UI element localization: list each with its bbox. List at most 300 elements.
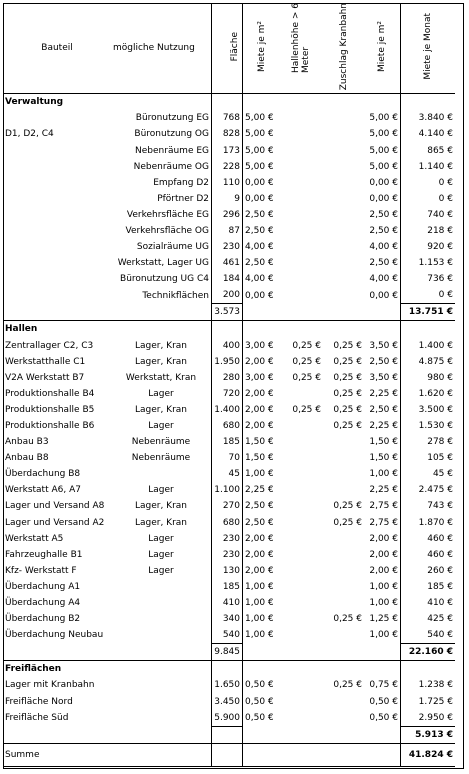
- cell-miete-qm2: 2,00 €: [364, 563, 401, 579]
- cell-hallenhoehe: [280, 126, 323, 142]
- cell-nutzung: [111, 595, 212, 611]
- empty-cell: [111, 743, 212, 766]
- table-row: [3, 611, 455, 627]
- cell-miete-monat: 3.500 €: [418, 404, 453, 415]
- table-row: [3, 386, 455, 402]
- table-row: [3, 434, 455, 450]
- table-row: [3, 175, 455, 191]
- cell-kranbahn: [323, 547, 364, 563]
- cell-miete-qm2: 2,50 €: [364, 255, 401, 271]
- cell-nutzung: [111, 579, 212, 595]
- cell-flaeche: 340: [212, 611, 243, 627]
- cell-miete-qm: 1,00 €: [245, 469, 274, 480]
- table-row: [3, 110, 455, 126]
- cell-miete-monat: 0 €: [438, 290, 453, 301]
- cell-nutzung: Werkstatt, Kran: [111, 370, 212, 386]
- cell-miete-qm: 0,00 €: [245, 193, 274, 204]
- table-row: [3, 207, 455, 223]
- empty-cell: [364, 94, 401, 111]
- cell-nutzung: Büronutzung OG: [111, 126, 212, 142]
- cell-nutzung: Lager: [111, 547, 212, 563]
- table-row: [3, 287, 455, 304]
- table-row: [3, 579, 455, 595]
- cell-miete-qm2: 5,00 €: [364, 110, 401, 126]
- cell-bauteil: [3, 207, 111, 223]
- section-header-row: [3, 661, 455, 678]
- cell-miete-qm2: 2,25 €: [364, 482, 401, 498]
- cell-hallenhoehe: [280, 531, 323, 547]
- table-row: [3, 515, 455, 531]
- cell-flaeche: 280: [212, 370, 243, 386]
- table-row: [3, 255, 455, 271]
- cell-hallenhoehe: [280, 595, 323, 611]
- cell-hallenhoehe: [280, 142, 323, 158]
- cell-miete-monat: 740 €: [427, 209, 453, 220]
- empty-cell: [364, 321, 401, 338]
- cell-flaeche: 184: [212, 271, 243, 287]
- sum-miete-monat: 13.751 €: [401, 304, 456, 321]
- cell-bauteil: [3, 191, 111, 207]
- cell-nutzung: Lager, Kran: [111, 498, 212, 514]
- cell-nutzung: Büronutzung UG C4: [111, 271, 212, 287]
- section-header-row: [3, 94, 455, 111]
- cell-kranbahn: [323, 563, 364, 579]
- cell-kranbahn: 0,25 €: [333, 501, 362, 512]
- cell-miete-monat: 865 €: [427, 145, 453, 156]
- cell-miete-qm2: 1,00 €: [364, 466, 401, 482]
- cell-miete-qm: 2,50 €: [245, 501, 274, 512]
- table-row: [3, 466, 455, 482]
- cell-bauteil: Überdachung A4: [5, 598, 81, 609]
- cell-kranbahn: 0,25 €: [333, 340, 362, 351]
- empty-cell: [243, 644, 281, 661]
- cell-miete-qm: 0,50 €: [245, 696, 274, 707]
- cell-hallenhoehe: [280, 611, 323, 627]
- cell-kranbahn: [323, 579, 364, 595]
- cell-flaeche: 87: [212, 223, 243, 239]
- cell-hallenhoehe: [280, 207, 323, 223]
- section-title: Verwaltung: [3, 94, 111, 111]
- cell-bauteil: Überdachung B2: [5, 614, 81, 625]
- cell-bauteil: Freifläche Nord: [5, 696, 73, 707]
- cell-bauteil: V2A Werkstatt B7: [5, 372, 85, 383]
- cell-hallenhoehe: [280, 498, 323, 514]
- header-monat-cell: [401, 3, 456, 94]
- cell-miete-qm: 2,50 €: [245, 517, 274, 528]
- table-row: [3, 337, 455, 353]
- cell-nutzung: Nebenräume: [111, 434, 212, 450]
- cell-kranbahn: 0,25 €: [333, 517, 362, 528]
- cell-miete-qm: 2,50 €: [245, 209, 274, 220]
- cell-miete-qm2: 0,75 €: [364, 677, 401, 693]
- header-bauteil: Bauteil: [3, 3, 111, 94]
- sum-flaeche: 9.845: [212, 644, 243, 661]
- table-row: [3, 547, 455, 563]
- cell-flaeche: 110: [212, 175, 243, 191]
- table-row: [3, 354, 455, 370]
- cell-kranbahn: [323, 434, 364, 450]
- cell-miete-qm: 5,00 €: [245, 113, 274, 124]
- cell-nutzung: Empfang D2: [111, 175, 212, 191]
- header-row: [3, 3, 455, 94]
- cell-flaeche: 185: [212, 579, 243, 595]
- cell-miete-monat: 1.140 €: [418, 161, 453, 172]
- cell-miete-qm2: 2,00 €: [364, 547, 401, 563]
- table-row: [3, 142, 455, 158]
- cell-miete-monat: 218 €: [427, 225, 453, 236]
- cell-kranbahn: [323, 450, 364, 466]
- cell-hallenhoehe: 0,25 €: [292, 340, 321, 351]
- cell-hallenhoehe: [280, 710, 323, 727]
- header-flaeche-cell: [212, 3, 243, 94]
- cell-miete-monat: 460 €: [427, 533, 453, 544]
- cell-miete-qm2: 2,50 €: [364, 354, 401, 370]
- cell-kranbahn: 0,25 €: [333, 404, 362, 415]
- cell-miete-qm: 4,00 €: [245, 242, 274, 253]
- empty-cell: [323, 304, 364, 321]
- cell-flaeche: 270: [212, 498, 243, 514]
- cell-kranbahn: [323, 255, 364, 271]
- cell-miete-monat: 425 €: [427, 614, 453, 625]
- cell-nutzung: Büronutzung EG: [111, 110, 212, 126]
- table-row: [3, 482, 455, 498]
- empty-cell: [280, 661, 323, 678]
- cell-flaeche: 173: [212, 142, 243, 158]
- cell-miete-monat: 105 €: [427, 453, 453, 464]
- cell-miete-qm: 2,00 €: [245, 565, 274, 576]
- table-row: [3, 677, 455, 693]
- cell-hallenhoehe: [280, 579, 323, 595]
- header-flaeche: Fläche: [230, 31, 240, 62]
- table-row: [3, 159, 455, 175]
- cell-hallenhoehe: [280, 223, 323, 239]
- cell-flaeche: 45: [212, 466, 243, 482]
- cell-nutzung: Nebenräume OG: [111, 159, 212, 175]
- cell-miete-qm2: 5,00 €: [364, 159, 401, 175]
- cell-bauteil: [3, 159, 111, 175]
- cell-flaeche: 230: [212, 531, 243, 547]
- empty-cell: [280, 304, 323, 321]
- cell-miete-qm2: 1,00 €: [364, 627, 401, 644]
- cell-miete-monat: 185 €: [427, 581, 453, 592]
- table-row: [3, 531, 455, 547]
- cell-miete-monat: 1.238 €: [418, 680, 453, 691]
- cell-bauteil: Werkstatt A6, A7: [5, 485, 81, 496]
- cell-hallenhoehe: [280, 287, 323, 304]
- cell-miete-qm: 0,00 €: [245, 177, 274, 188]
- empty-cell: [111, 644, 212, 661]
- cell-miete-monat: 736 €: [427, 274, 453, 285]
- cell-miete-monat: 1.620 €: [418, 388, 453, 399]
- cell-miete-monat: 410 €: [427, 598, 453, 609]
- empty-cell: [111, 726, 212, 743]
- empty-cell: [401, 661, 456, 678]
- empty-cell: [401, 321, 456, 338]
- cell-nutzung: Lager, Kran: [111, 515, 212, 531]
- cell-miete-qm2: 2,25 €: [364, 386, 401, 402]
- cell-miete-monat: 2.475 €: [418, 485, 453, 496]
- cell-bauteil: Freifläche Süd: [5, 712, 69, 723]
- table-row: [3, 126, 455, 142]
- cell-kranbahn: [323, 627, 364, 644]
- cell-flaeche: 400: [212, 337, 243, 353]
- cell-kranbahn: [323, 466, 364, 482]
- table-row: [3, 710, 455, 727]
- cell-hallenhoehe: [280, 175, 323, 191]
- cell-nutzung: [111, 693, 212, 709]
- cell-bauteil: Lager und Versand A8: [5, 501, 105, 512]
- cell-bauteil: Produktionshalle B5: [5, 404, 95, 415]
- cell-hallenhoehe: [280, 627, 323, 644]
- cell-miete-qm: 2,00 €: [245, 356, 274, 367]
- cell-miete-monat: 0 €: [438, 177, 453, 188]
- cell-miete-qm: 5,00 €: [245, 145, 274, 156]
- empty-cell: [323, 94, 364, 111]
- cell-kranbahn: [323, 110, 364, 126]
- empty-cell: [3, 726, 111, 743]
- cell-nutzung: Lager, Kran: [111, 402, 212, 418]
- cell-miete-qm: 2,00 €: [245, 404, 274, 415]
- cell-bauteil: [3, 271, 111, 287]
- cell-nutzung: [111, 611, 212, 627]
- cell-nutzung: Verkehrsfläche OG: [111, 223, 212, 239]
- empty-cell: [280, 644, 323, 661]
- cell-miete-qm2: 5,00 €: [364, 142, 401, 158]
- cell-miete-qm2: 0,00 €: [364, 175, 401, 191]
- table-row: [3, 595, 455, 611]
- cell-bauteil: [3, 110, 111, 126]
- cell-miete-qm2: 2,50 €: [364, 402, 401, 418]
- cell-hallenhoehe: [280, 450, 323, 466]
- cell-nutzung: Verkehrsfläche EG: [111, 207, 212, 223]
- empty-cell: [111, 94, 212, 111]
- cell-hallenhoehe: [280, 563, 323, 579]
- cell-kranbahn: [323, 142, 364, 158]
- table-row: [3, 223, 455, 239]
- cell-bauteil: [3, 223, 111, 239]
- sum-flaeche: [212, 726, 243, 743]
- cell-flaeche: 230: [212, 547, 243, 563]
- empty-cell: [323, 661, 364, 678]
- cell-flaeche: 680: [212, 418, 243, 434]
- cell-flaeche: 1.400: [212, 402, 243, 418]
- cell-hallenhoehe: [280, 547, 323, 563]
- cell-bauteil: [3, 239, 111, 255]
- header-hoehe-cell: [280, 3, 323, 94]
- empty-cell: [323, 743, 364, 766]
- cell-miete-qm: 3,00 €: [245, 372, 274, 383]
- cell-bauteil: Lager mit Kranbahn: [5, 680, 95, 691]
- cell-flaeche: 70: [212, 450, 243, 466]
- cell-bauteil: Produktionshalle B6: [5, 421, 95, 431]
- cell-nutzung: Sozialräume UG: [111, 239, 212, 255]
- cell-hallenhoehe: [280, 434, 323, 450]
- cell-flaeche: 296: [212, 207, 243, 223]
- cell-hallenhoehe: [280, 386, 323, 402]
- table-row: [3, 563, 455, 579]
- table-row: [3, 239, 455, 255]
- sum-flaeche: 3.573: [212, 304, 243, 321]
- cell-miete-qm2: 0,00 €: [364, 191, 401, 207]
- cell-miete-monat: 45 €: [432, 469, 453, 480]
- cell-hallenhoehe: [280, 482, 323, 498]
- empty-cell: [280, 321, 323, 338]
- header-kran-cell: [323, 3, 364, 94]
- header-hallenhoehe: Hallenhöhe > 6 Meter: [290, 3, 311, 73]
- cell-nutzung: Lager: [111, 386, 212, 402]
- cell-hallenhoehe: [280, 466, 323, 482]
- cell-kranbahn: [323, 531, 364, 547]
- header-miete-monat: Miete je Monat: [423, 13, 433, 80]
- total-row: [3, 743, 455, 766]
- cell-flaeche: 768: [212, 110, 243, 126]
- empty-cell: [401, 94, 456, 111]
- cell-kranbahn: 0,25 €: [333, 614, 362, 625]
- empty-cell: [364, 644, 401, 661]
- table-row: [3, 271, 455, 287]
- cell-miete-qm: 2,00 €: [245, 421, 274, 431]
- cell-bauteil: Anbau B3: [5, 437, 49, 448]
- empty-cell: [243, 94, 281, 111]
- cell-kranbahn: [323, 595, 364, 611]
- empty-cell: [3, 304, 111, 321]
- cell-hallenhoehe: 0,25 €: [292, 372, 321, 383]
- cell-flaeche: 1.950: [212, 354, 243, 370]
- cell-miete-qm: 1,50 €: [245, 453, 274, 464]
- cell-bauteil: Überdachung Neubau: [5, 630, 104, 641]
- cell-miete-monat: 4.875 €: [418, 356, 453, 367]
- cell-miete-qm: 4,00 €: [245, 274, 274, 285]
- cell-miete-qm: 2,00 €: [245, 533, 274, 544]
- table-row: [3, 402, 455, 418]
- empty-cell: [280, 94, 323, 111]
- cell-flaeche: 130: [212, 563, 243, 579]
- cell-kranbahn: [323, 191, 364, 207]
- cell-miete-qm2: 2,75 €: [364, 515, 401, 531]
- cell-miete-qm: 1,50 €: [245, 437, 274, 448]
- cell-flaeche: 200: [212, 287, 243, 304]
- cell-miete-monat: 1.153 €: [418, 258, 453, 269]
- cell-nutzung: [111, 677, 212, 693]
- cell-miete-qm2: 2,75 €: [364, 498, 401, 514]
- empty-cell: [323, 321, 364, 338]
- cell-bauteil: Werkstatthalle C1: [5, 356, 86, 367]
- cell-nutzung: Pförtner D2: [111, 191, 212, 207]
- empty-cell: [280, 743, 323, 766]
- cell-kranbahn: [323, 271, 364, 287]
- header-miete-qm2: Miete je m²: [377, 21, 387, 73]
- empty-cell: [364, 304, 401, 321]
- cell-hallenhoehe: [280, 191, 323, 207]
- cell-flaeche: 540: [212, 627, 243, 644]
- cell-hallenhoehe: [280, 677, 323, 693]
- cell-miete-qm2: 2,25 €: [364, 418, 401, 434]
- empty-cell: [280, 726, 323, 743]
- empty-cell: [364, 743, 401, 766]
- cell-nutzung: [111, 710, 212, 727]
- cell-miete-qm: 5,00 €: [245, 129, 274, 140]
- total-value: 41.824 €: [401, 743, 456, 766]
- cell-kranbahn: [323, 223, 364, 239]
- cell-flaeche: 410: [212, 595, 243, 611]
- cell-miete-qm: 2,25 €: [245, 485, 274, 496]
- cell-miete-qm2: 2,50 €: [364, 223, 401, 239]
- cell-flaeche: 720: [212, 386, 243, 402]
- cell-bauteil: [3, 175, 111, 191]
- cell-flaeche: 3.450: [212, 693, 243, 709]
- table-row: [3, 498, 455, 514]
- section-sum-row: [3, 304, 455, 321]
- cell-kranbahn: [323, 207, 364, 223]
- cell-kranbahn: 0,25 €: [333, 372, 362, 383]
- cell-kranbahn: 0,25 €: [333, 388, 362, 399]
- cell-bauteil: Produktionshalle B4: [5, 388, 95, 399]
- header-miete-cell: [243, 3, 281, 94]
- cell-miete-monat: 1.870 €: [418, 517, 453, 528]
- cell-miete-monat: 743 €: [427, 501, 453, 512]
- cell-miete-qm2: 1,50 €: [364, 434, 401, 450]
- cell-flaeche: 5.900: [212, 710, 243, 727]
- cell-flaeche: 680: [212, 515, 243, 531]
- empty-cell: [243, 726, 281, 743]
- cell-kranbahn: [323, 287, 364, 304]
- table-row: [3, 693, 455, 709]
- cell-nutzung: Lager: [111, 418, 212, 434]
- cell-bauteil: Überdachung A1: [5, 581, 81, 592]
- empty-cell: [364, 726, 401, 743]
- cell-kranbahn: [323, 126, 364, 142]
- cell-hallenhoehe: [280, 515, 323, 531]
- cell-hallenhoehe: [280, 239, 323, 255]
- cell-hallenhoehe: [280, 255, 323, 271]
- cell-miete-qm: 2,50 €: [245, 258, 274, 269]
- cell-hallenhoehe: [280, 159, 323, 175]
- cell-miete-qm: 3,00 €: [245, 340, 274, 351]
- cell-bauteil: [3, 142, 111, 158]
- cell-miete-qm: 0,50 €: [245, 712, 274, 723]
- cell-miete-qm2: 0,50 €: [364, 693, 401, 709]
- empty-cell: [3, 644, 111, 661]
- table-row: [3, 370, 455, 386]
- cell-flaeche: 9: [212, 191, 243, 207]
- cell-kranbahn: 0,25 €: [333, 421, 362, 431]
- cell-miete-qm2: 2,50 €: [364, 207, 401, 223]
- cell-miete-qm: 2,50 €: [245, 225, 274, 236]
- cell-miete-qm2: 5,00 €: [364, 126, 401, 142]
- cell-miete-monat: 1.400 €: [418, 340, 453, 351]
- cell-miete-qm: 1,00 €: [245, 598, 274, 609]
- cell-bauteil: Zentrallager C2, C3: [5, 340, 94, 351]
- cell-flaeche: 1.650: [212, 677, 243, 693]
- cell-flaeche: 461: [212, 255, 243, 271]
- cell-kranbahn: [323, 239, 364, 255]
- cell-miete-monat: 1.530 €: [418, 421, 453, 431]
- sum-miete-monat: 22.160 €: [401, 644, 456, 661]
- cell-hallenhoehe: [280, 693, 323, 709]
- cell-miete-qm: 1,00 €: [245, 581, 274, 592]
- cell-nutzung: Lager: [111, 482, 212, 498]
- cell-flaeche: 228: [212, 159, 243, 175]
- cell-miete-qm2: 0,00 €: [364, 287, 401, 304]
- empty-cell: [323, 644, 364, 661]
- cell-miete-monat: 2.950 €: [418, 712, 453, 723]
- cell-nutzung: Lager: [111, 563, 212, 579]
- section-sum-row: [3, 726, 455, 743]
- cell-miete-qm: 1,00 €: [245, 614, 274, 625]
- cell-miete-qm: 2,00 €: [245, 388, 274, 399]
- cell-miete-monat: 3.840 €: [418, 113, 453, 124]
- empty-cell: [243, 661, 281, 678]
